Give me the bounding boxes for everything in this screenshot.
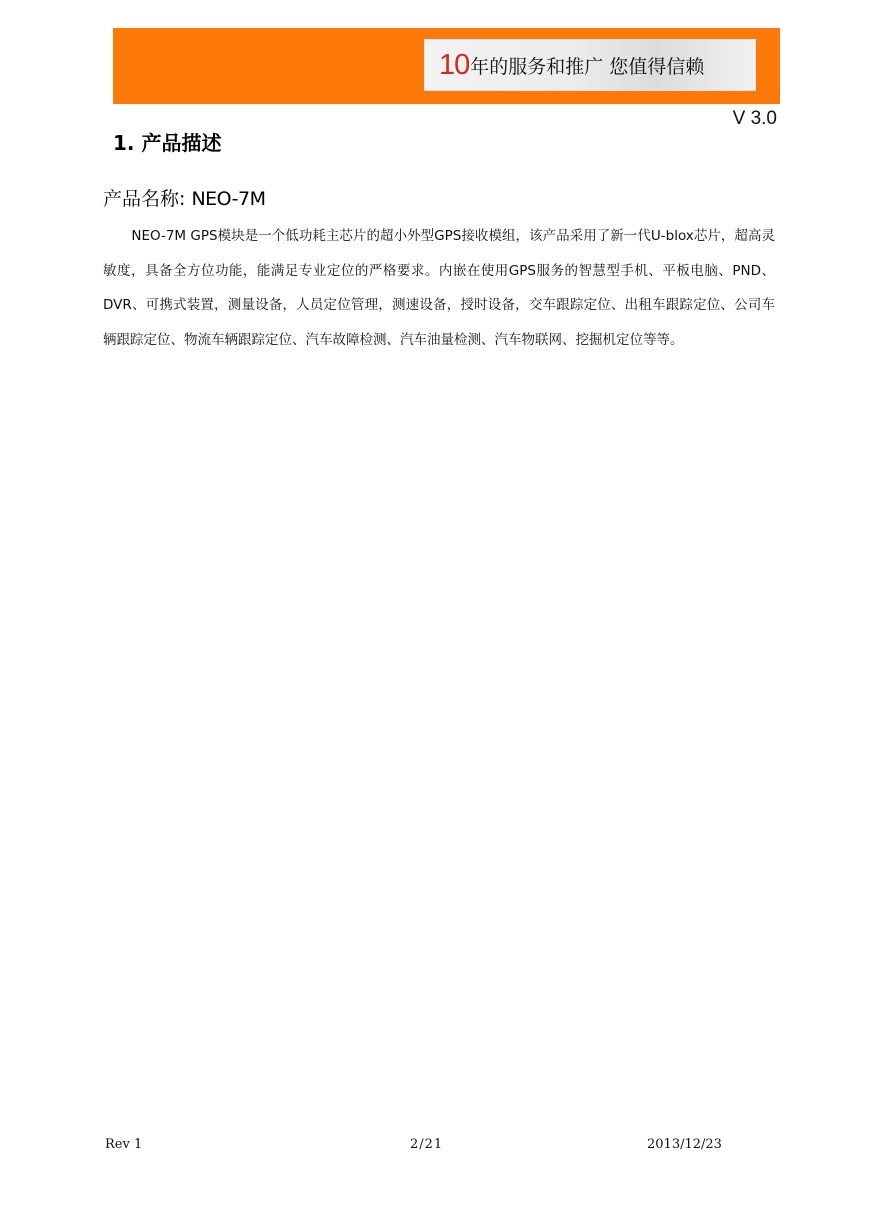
- slogan-banner: [424, 39, 756, 91]
- product-name: [103, 184, 266, 211]
- footer-revision: Rev 1: [105, 1137, 143, 1152]
- slogan-number: 10: [439, 48, 470, 81]
- footer-page-number: 2/21: [410, 1137, 444, 1152]
- product-description: NEO-7M GPS模块是一个低功耗主芯片的超小外型GPS接收模组，该产品采用了新一代U-blox芯片，超高灵敏度，具备全方位功能，能满足专业定位的严格要求。内嵌在使用GPS服务的智慧型手机、平板电脑、PND、DVR、可携式装置，测量设备，人员定位管理，测速设备，授时设备，交车跟踪定位、出租车跟踪定位、公司车辆跟踪定位、物流车辆跟踪定位、汽车故障检测、汽车油量检测、汽车物联网、挖掘机定位等等。: [103, 228, 775, 348]
- product-name-label: 产品名称:: [103, 188, 192, 210]
- header-banner: [113, 28, 780, 104]
- slogan-text: 年的服务和推广 您值得信赖: [470, 55, 705, 78]
- section-title: 1. 产品描述: [113, 131, 222, 155]
- footer-date: 2013/12/23: [647, 1137, 722, 1152]
- product-name-value: NEO-7M: [191, 188, 266, 210]
- version-label: V 3.0: [732, 108, 777, 129]
